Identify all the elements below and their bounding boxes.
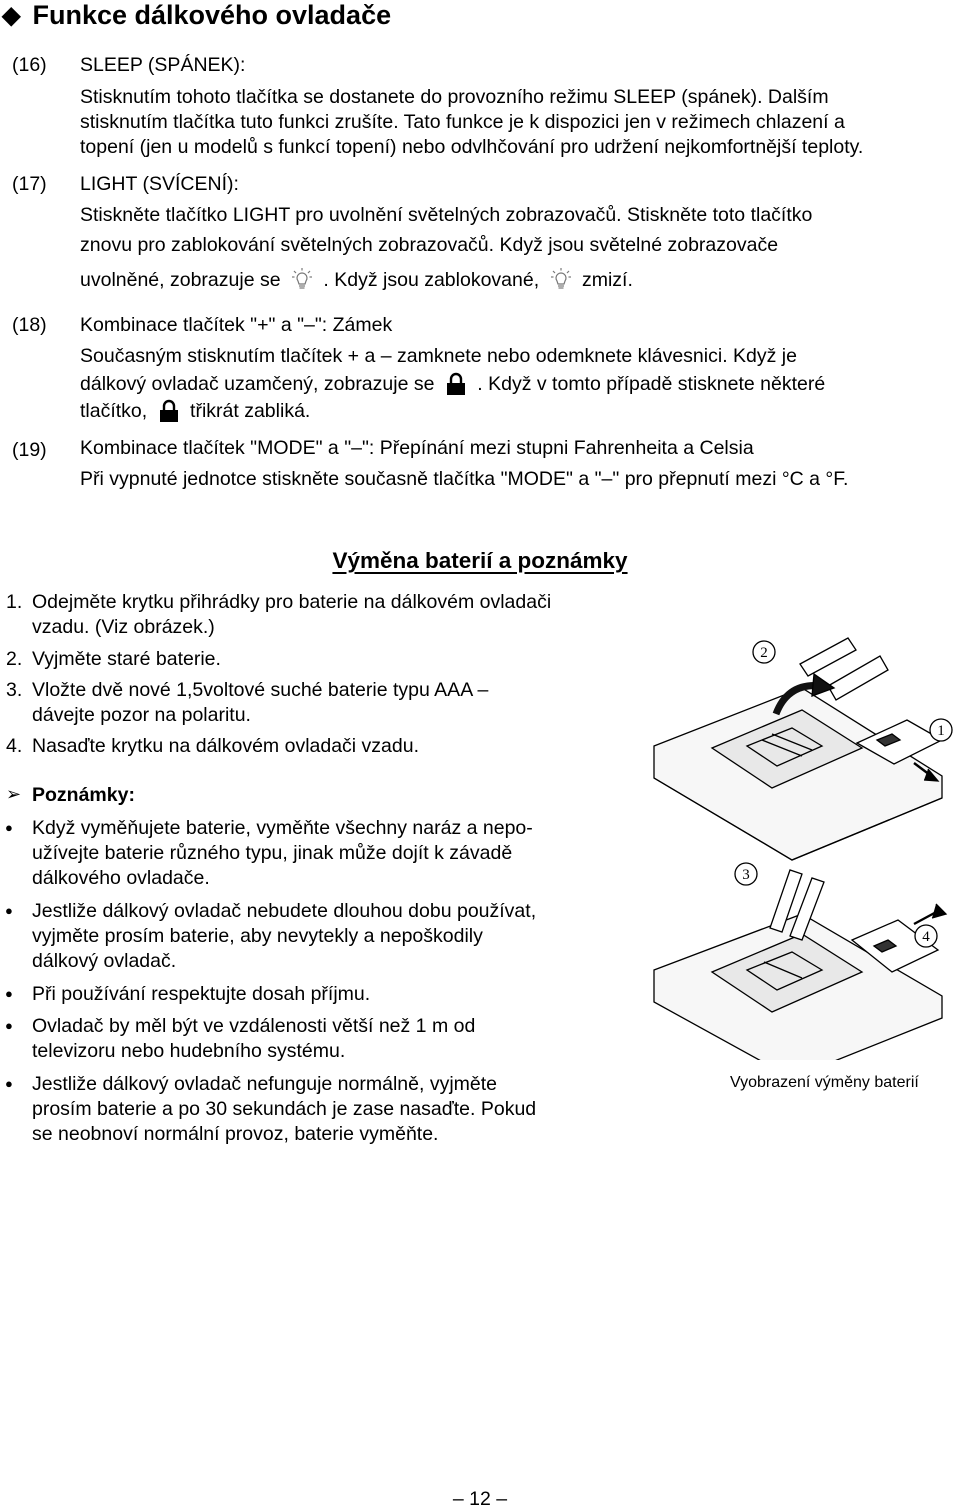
bullet-icon: ● [5,820,13,835]
lock-icon [156,398,182,424]
page-number: – 12 – [452,1488,508,1510]
item-number: (16) [12,54,47,76]
item-text-fragment: . Když jsou zablokované, [323,269,540,291]
step-number: 3. [6,679,23,701]
figure-caption: Vyobrazení výměny baterií [730,1074,919,1091]
note-line: prosím baterie a po 30 sekundách je zase nasaďte. Pokud [32,1098,537,1120]
step-text: dávejte pozor na polaritu. [32,704,251,726]
step-text: Vyjměte staré baterie. [32,648,221,670]
step-text: Odejměte krytku přihrádky pro baterie na dálkovém ovladači [32,591,552,613]
bullet-icon: ● [5,986,13,1001]
item-title: Kombinace tlačítek "+" a "–": Zámek [80,314,393,336]
item-text-line: topení (jen u modelů s funkcí topení) nebo odvlhčování pro udržení nejkomfortnější teploty. [80,136,864,158]
heading-title: Funkce dálkového ovladače [32,0,392,30]
item-text-fragment: dálkový ovladač uzamčený, zobrazuje se [80,373,435,395]
step-text: Nasaďte krytku na dálkovém ovladači vzadu. [32,735,420,757]
figure-label: 2 [760,645,768,661]
note-line: televizoru nebo hudebního systému. [32,1040,346,1062]
item-number: (19) [12,439,47,461]
step-text: Vložte dvě nové 1,5voltové suché baterie typu AAA – [32,679,489,701]
bullet-icon: ● [5,903,13,918]
step-text: vzadu. (Viz obrázek.) [32,616,215,638]
note-line: dálkového ovladače. [32,867,210,889]
item-text-fragment: tlačítko, [80,400,148,422]
item-text-line: Současným stisknutím tlačítek + a – zamknete nebo odemknete klávesnici. Když je [80,345,797,367]
note-line: Jestliže dálkový ovladač nebudete dlouhou dobu používat, [32,900,537,922]
item-text-line [80,371,825,397]
figure-label: 3 [742,867,750,883]
item-text-line: stisknutím tlačítka tuto funkci zrušíte. Tato funkce je k dispozici jen v režimech chlazení a [80,111,845,133]
item-text-fragment: uvolněné, zobrazuje se [80,269,281,291]
notes-title: Poznámky: [32,784,135,806]
section-heading [0,0,391,31]
item-text-line: Při vypnuté jednotce stiskněte současně tlačítka "MODE" a "–" pro přepnutí mezi °C a °F. [80,468,849,490]
item-text-fragment: třikrát zabliká. [190,400,311,422]
arrow-bullet-icon: ➢ [6,784,22,804]
figure-label: 1 [937,723,945,739]
item-text-fragment: . Když v tomto případě stisknete některé [477,373,826,395]
light-bulb-icon [548,267,574,293]
battery-replacement-figure [652,628,960,1060]
note-line: užívejte baterie různého typu, jinak může dojít k závadě [32,842,513,864]
item-text-line [80,398,310,424]
item-title: SLEEP (SPÁNEK): [80,54,246,76]
step-number: 4. [6,735,23,757]
bullet-icon: ● [5,1076,13,1091]
note-line: Ovladač by měl být ve vzdálenosti větší než 1 m od [32,1015,476,1037]
note-line: Jestliže dálkový ovladač nefunguje normálně, vyjměte [32,1073,498,1095]
item-title: Kombinace tlačítek "MODE" a "–": Přepínání mezi stupni Fahrenheita a Celsia [80,437,754,459]
diamond-bullet-icon: ◆ [2,2,21,29]
step-number: 1. [6,591,23,613]
item-text-fragment: zmizí. [581,269,633,291]
lock-icon [443,371,469,397]
step-number: 2. [6,648,23,670]
item-title: LIGHT (SVÍCENÍ): [80,173,239,195]
light-bulb-icon [289,267,315,293]
item-text-line: Stisknutím tohoto tlačítka se dostanete do provozního režimu SLEEP (spánek). Dalším [80,86,829,108]
item-text-line [80,267,633,293]
item-number: (18) [12,314,47,336]
bullet-icon: ● [5,1018,13,1033]
note-line: Když vyměňujete baterie, vyměňte všechny naráz a nepo- [32,817,533,839]
item-text-line: Stiskněte tlačítko LIGHT pro uvolnění světelných zobrazovačů. Stiskněte toto tlačítko [80,204,813,226]
note-line: Při používání respektujte dosah příjmu. [32,983,371,1005]
item-number: (17) [12,173,47,195]
note-line: vyjměte prosím baterie, aby nevytekly a nepoškodily [32,925,483,947]
note-line: dálkový ovladač. [32,950,177,972]
section-title: Výměna baterií a poznámky [332,548,628,573]
figure-label: 4 [922,929,930,945]
item-text-line: znovu pro zablokování světelných zobrazovačů. Když jsou světelné zobrazovače [80,234,779,256]
note-line: se neobnoví normální provoz, baterie vyměňte. [32,1123,439,1145]
